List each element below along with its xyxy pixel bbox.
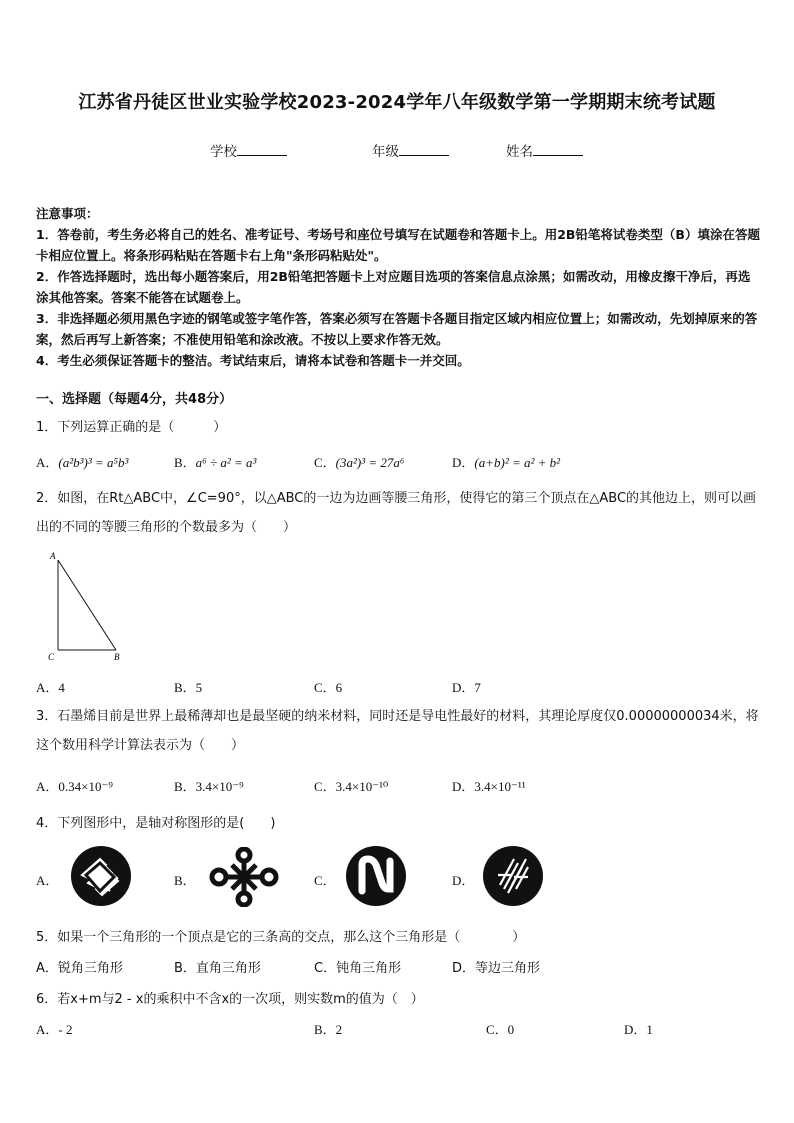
name-field	[506, 140, 583, 160]
q6-option-a: A．- 2	[36, 1022, 73, 1037]
q1-option-a-label: A．	[36, 455, 59, 470]
q4-option-a-label: A．	[36, 873, 59, 888]
q2-option-a: A．4	[36, 680, 65, 695]
q2-option-c: C．6	[314, 680, 343, 695]
note-item: 3．非选择题必须用黑色字迹的钢笔或签字笔作答，答案必须写在答题卡各题目指定区域内相应位置上；如需改动，先划掉原来的答案，然后再写上新答案；不准使用铅笔和涂改液。不按以上要求作答无效。	[36, 311, 758, 347]
n-logo-icon	[345, 845, 407, 907]
q1-option-c-label: C．	[314, 455, 336, 470]
q5-option-b: B．直角三角形	[174, 961, 261, 976]
q5-stem: 5．如果一个三角形的一个顶点是它的三条高的交点，那么这个三角形是（ ）	[36, 930, 526, 945]
q4-stem: 4．下列图形中，是轴对称图形的是( )	[36, 816, 276, 831]
q4-option-b-label: B．	[174, 873, 196, 888]
q2-option-d: D．7	[452, 680, 481, 695]
q6-option-c: C．0	[486, 1022, 515, 1037]
stripes-logo-icon	[482, 845, 544, 907]
q2-stem: 2．如图，在Rt△ABC中，∠C=90°，以△ABC的一边为边画等腰三角形，使得它的第三个顶点在△ABC的其他边上，则可以画出的不同的等腰三角形的个数最多为（ ）	[36, 491, 757, 535]
q1-option-d-label: D．	[452, 455, 475, 470]
q4-option-d-label: D．	[452, 873, 475, 888]
q3-option-b: B．3.4×10⁻⁹	[174, 779, 244, 794]
q3-option-d: D．3.4×10⁻¹¹	[452, 779, 526, 794]
note-item: 1．答卷前，考生务必将自己的姓名、准考证号、考场号和座位号填写在试题卷和答题卡上。用2B铅笔将试卷类型（B）填涂在答题卡相应位置上。将条形码粘贴在答题卡右上角"条形码粘贴处"。	[36, 227, 760, 263]
q1-stem: 1．下列运算正确的是（ ）	[36, 420, 227, 435]
q2-option-b: B．5	[174, 680, 203, 695]
q4-option-c-label: C．	[314, 873, 336, 888]
q6-option-b: B．2	[314, 1022, 343, 1037]
q1-option-a-expr: (a²b³)³ = a⁵b³	[58, 455, 129, 470]
q1-option-b	[174, 452, 256, 471]
q1-option-d-expr: (a+b)² = a² + b²	[474, 455, 561, 470]
q1-option-b-expr: a⁶ ÷ a² = a³	[195, 455, 257, 470]
vertex-b-label: B	[114, 652, 120, 662]
page-title: 江苏省丹徒区世业实验学校2023-2024学年八年级数学第一学期期末统考试题	[78, 92, 716, 113]
q3-option-c: C．3.4×10⁻¹⁰	[314, 779, 389, 794]
q1-option-a	[36, 452, 128, 471]
school-blank	[237, 143, 287, 156]
school-label: 学校	[210, 144, 237, 160]
q5-option-a: A．锐角三角形	[36, 961, 123, 976]
q6-stem: 6．若x+m与2 - x的乘积中不含x的一次项，则实数m的值为（ ）	[36, 992, 424, 1007]
note-item: 4．考生必须保证答题卡的整洁。考试结束后，请将本试卷和答题卡一并交回。	[36, 353, 470, 368]
q5-option-d: D．等边三角形	[452, 961, 541, 976]
notes-heading: 注意事项：	[36, 206, 99, 221]
q5-option-c: C．钝角三角形	[314, 961, 402, 976]
triangle-figure	[44, 550, 134, 665]
note-item: 2．作答选择题时，选出每小题答案后，用2B铅笔把答题卡上对应题目选项的答案信息点涂黑；如需改动，用橡皮擦干净后，再选涂其他答案。答案不能答在试题卷上。	[36, 269, 751, 305]
q1-option-b-label: B．	[174, 455, 196, 470]
name-label: 姓名	[506, 144, 533, 160]
q6-option-d: D．1	[624, 1022, 653, 1037]
grade-field	[372, 140, 449, 160]
q3-option-a: A．0.34×10⁻⁹	[36, 779, 113, 794]
unicom-knot-icon	[205, 847, 283, 907]
q3-stem: 3．石墨烯目前是世界上最稀薄却也是最坚硬的纳米材料，同时还是导电性最好的材料，其理论厚度仅0.00000000034米，将这个数用科学计算法表示为（ ）	[36, 709, 759, 753]
vertex-a-label: A	[50, 551, 56, 561]
q1-option-c	[314, 452, 404, 471]
grade-label: 年级	[372, 144, 399, 160]
section-heading: 一、选择题（每题4分，共48分）	[36, 392, 233, 407]
name-blank	[533, 143, 583, 156]
q1-option-d	[452, 452, 560, 471]
side-ab	[58, 560, 116, 650]
q1-option-c-expr: (3a²)³ = 27a⁶	[335, 455, 405, 470]
mobile-logo-icon	[70, 845, 132, 907]
notes-block	[36, 203, 760, 371]
grade-blank	[399, 143, 449, 156]
school-field	[210, 140, 287, 160]
vertex-c-label: C	[48, 652, 55, 662]
